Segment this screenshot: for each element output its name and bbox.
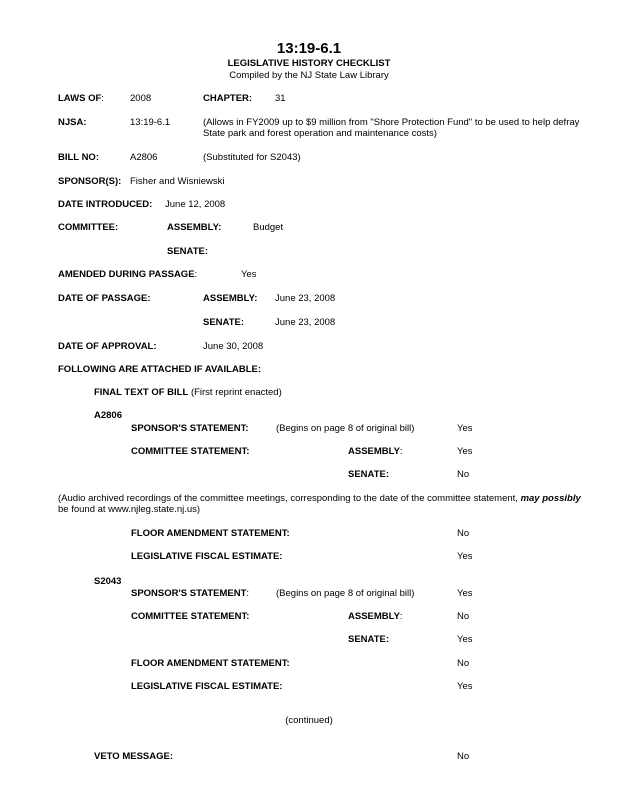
a2806-sponsors-statement-value: Yes — [457, 423, 473, 434]
date-of-approval-value: June 30, 2008 — [203, 341, 264, 352]
date-of-passage-label: DATE OF PASSAGE: — [58, 293, 151, 304]
passage-senate-label: SENATE: — [203, 317, 244, 328]
following-heading: FOLLOWING ARE ATTACHED IF AVAILABLE: — [58, 364, 261, 375]
audio-note-line2: be found at www.njleg.state.nj.us) — [58, 504, 201, 515]
a2806-assembly-label: ASSEMBLY: — [348, 446, 403, 457]
s2043-sponsors-statement-value: Yes — [457, 588, 473, 599]
s2043-floor-amendment-label: FLOOR AMENDMENT STATEMENT: — [131, 658, 290, 669]
a2806-committee-statement-label: COMMITTEE STATEMENT: — [131, 446, 250, 457]
veto-message-label: VETO MESSAGE: — [94, 751, 174, 762]
s2043-sponsors-statement-label: SPONSOR'S STATEMENT: — [131, 588, 250, 599]
date-introduced-value: June 12, 2008 — [165, 199, 226, 210]
committee-assembly-value: Budget — [253, 222, 284, 233]
s2043-fiscal-estimate-label: LEGISLATIVE FISCAL ESTIMATE: — [131, 681, 283, 692]
audio-note-line1: (Audio archived recordings of the committee meetings, corresponding to the date of the committee statement, may possibly — [58, 493, 581, 504]
veto-message-value: No — [457, 751, 470, 762]
chapter-value: 31 — [275, 93, 286, 104]
bill-no-label: BILL NO: — [58, 152, 99, 163]
committee-label: COMMITTEE: — [58, 222, 119, 233]
njsa-description-line2: State park and forest operation and maintenance costs) — [203, 128, 437, 139]
a2806-fiscal-estimate-value: Yes — [457, 551, 473, 562]
final-text-note: (First reprint enacted) — [190, 387, 282, 398]
a2806-floor-amendment-label: FLOOR AMENDMENT STATEMENT: — [131, 528, 290, 539]
amended-label: AMENDED DURING PASSAGE: — [58, 269, 198, 280]
a2806-assembly-value: Yes — [457, 446, 473, 457]
final-text-label: FINAL TEXT OF BILL — [94, 387, 189, 398]
date-of-approval-label: DATE OF APPROVAL: — [58, 341, 157, 352]
document-title: LEGISLATIVE HISTORY CHECKLIST — [227, 58, 391, 69]
a2806-sponsors-statement-label: SPONSOR'S STATEMENT: — [131, 423, 249, 434]
laws-of-label: LAWS OF: — [58, 93, 104, 104]
a2806-heading: A2806 — [94, 410, 122, 421]
continued-note: (continued) — [285, 715, 333, 726]
s2043-senate-value: Yes — [457, 634, 473, 645]
final-text-row — [94, 387, 282, 399]
a2806-fiscal-estimate-label: LEGISLATIVE FISCAL ESTIMATE: — [131, 551, 283, 562]
sponsors-value: Fisher and Wisniewski — [130, 176, 225, 187]
s2043-assembly-label: ASSEMBLY: — [348, 611, 403, 622]
s2043-senate-label: SENATE: — [348, 634, 389, 645]
committee-assembly-label: ASSEMBLY: — [167, 222, 222, 233]
date-introduced-label: DATE INTRODUCED: — [58, 199, 153, 210]
amended-value: Yes — [241, 269, 257, 280]
s2043-fiscal-estimate-value: Yes — [457, 681, 473, 692]
s2043-heading: S2043 — [94, 576, 122, 587]
s2043-floor-amendment-value: No — [457, 658, 470, 669]
chapter-label: CHAPTER: — [203, 93, 253, 104]
compiled-by: Compiled by the NJ State Law Library — [229, 70, 389, 81]
sponsors-label: SPONSOR(S): — [58, 176, 122, 187]
committee-senate-label: SENATE: — [167, 246, 208, 257]
njsa-value: 13:19-6.1 — [130, 117, 171, 128]
njsa-description-line1: (Allows in FY2009 up to $9 million from "Shore Protection Fund" to be used to help defray — [203, 117, 580, 128]
passage-senate-value: June 23, 2008 — [275, 317, 336, 328]
a2806-floor-amendment-value: No — [457, 528, 470, 539]
njsa-label: NJSA: — [58, 117, 87, 128]
document-number: 13:19-6.1 — [276, 40, 342, 57]
a2806-senate-label: SENATE: — [348, 469, 389, 480]
a2806-sponsors-statement-note: (Begins on page 8 of original bill) — [276, 423, 415, 434]
s2043-committee-statement-label: COMMITTEE STATEMENT: — [131, 611, 250, 622]
laws-of-value: 2008 — [130, 93, 152, 104]
a2806-senate-value: No — [457, 469, 470, 480]
passage-assembly-value: June 23, 2008 — [275, 293, 336, 304]
s2043-assembly-value: No — [457, 611, 470, 622]
s2043-sponsors-statement-note: (Begins on page 8 of original bill) — [276, 588, 415, 599]
bill-no-value: A2806 — [130, 152, 158, 163]
passage-assembly-label: ASSEMBLY: — [203, 293, 258, 304]
bill-no-note: (Substituted for S2043) — [203, 152, 301, 163]
